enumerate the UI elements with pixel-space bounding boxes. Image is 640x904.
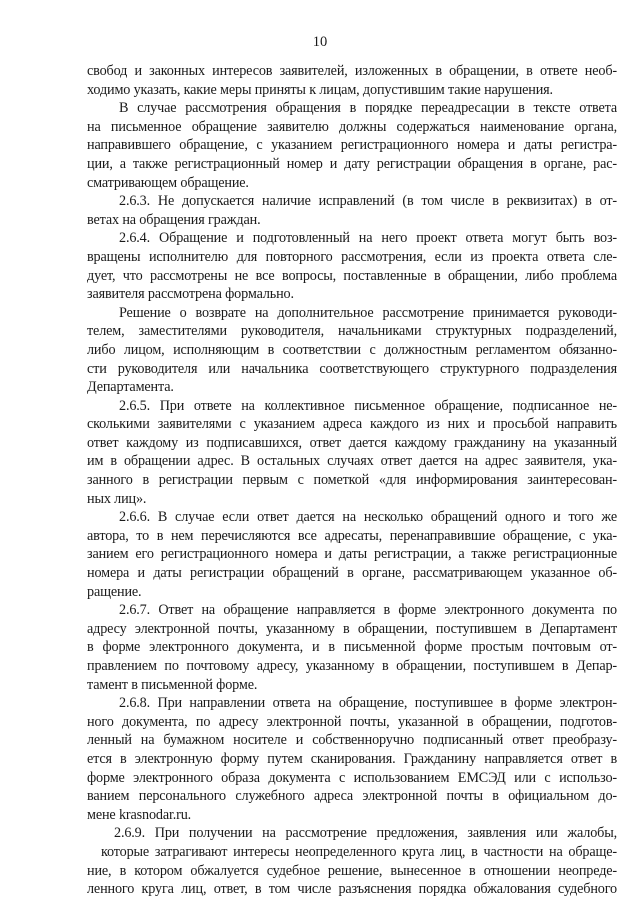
text-line: номера и даты регистрации обращений в органе, рассматривающем указанное об- [87,565,617,582]
text-line: сматривающем обращение. [87,174,249,191]
text-line: ходимо указать, какие меры приняты к лицам, допустившим такие нарушения. [87,81,553,98]
text-line: ции, а также регистрационный номер и дату регистрации обращения в органе, рас- [87,155,617,172]
text-line: ветах на обращения граждан. [87,211,261,228]
text-line: заявителя рассмотрена формально. [87,286,294,303]
text-line: 2.6.8. При направлении ответа на обращение, поступившее в форме электрон- [119,695,617,712]
text-line: вращены исполнителю для повторного рассмотрения, если из проекта ответа сле- [87,248,617,265]
text-line: ного документа, по адресу электронной почты, указанной в обращении, подготов- [87,713,617,730]
text-line: им в обращении адрес. В остальных случаях ответ дается на адрес заявителя, ука- [87,453,617,470]
text-line: либо лицом, исполняющим в соответствии с должностным регламентом обязанно- [87,341,617,358]
text-line: направившего обращение, с указанием регистрационного номера и даты регистра- [87,137,617,154]
text-line: правлением по почтовому адресу, указанному в обращении, поступившем в Депар- [87,658,617,674]
text-line: ние, в котором обжалуется судебное решение, вынесенное в отношении неопреде- [87,862,617,879]
text-line: свобод и законных интересов заявителей, изложенных в обращении, в ответе необ- [87,63,617,79]
text-line: ответ каждому из подписавшихся, ответ дается каждому гражданину на указанный [87,434,617,451]
text-line: В случае рассмотрения обращения в порядке переадресации в тексте ответа [119,100,617,117]
text-line: 2.6.6. В случае если ответ дается на несколько обращений одного и того же [119,509,617,526]
text-line: 2.6.3. Не допускается наличие исправлений (в том числе в реквизитах) в от- [119,193,617,210]
text-line: ванием персонального служебного адреса электронной почты в официальном до- [87,788,617,805]
text-line: ращение. [87,583,142,600]
text-line: мене krasnodar.ru. [87,806,192,823]
text-line: в форме электронного документа, и в письменной форме простым почтовым от- [87,639,617,656]
text-line: занного в регистрации первым с пометкой «для информирования заинтересован- [87,472,617,489]
text-line: тамент в письменной форме. [87,676,258,693]
text-line: Департамента. [87,379,174,396]
text-line: адресу электронной почты, указанному в обращении, поступившем в Департамент [87,620,617,637]
text-line: ных лиц». [87,490,147,507]
text-line: ленный на бумажном носителе и собственноручно подписанный ответ преобразу- [87,732,617,749]
text-line: 2.6.9. При получении на рассмотрение предложения, заявления или жалобы, [114,825,617,842]
text-line: занием его регистрационного номера и даты регистрации, а также регистрационные [87,546,617,563]
text-line: Решение о возврате на дополнительное рассмотрение принимается руководи- [119,304,617,321]
text-line: форме электронного образа документа с использованием ЕМСЭД или с использо- [87,769,617,786]
text-line: телем, заместителями руководителя, начальниками структурных подразделений, [87,323,617,340]
text-line: 2.6.5. При ответе на коллективное письменное обращение, подписанное не- [119,397,617,414]
text-line: 2.6.7. Ответ на обращение направляется в форме электронного документа по [119,602,617,619]
text-line: дует, что рассмотрены не все вопросы, поставленные в обращении, либо проблема [87,267,617,284]
text-line: сти руководителя или начальника соответствующего структурного подразделения [87,360,617,377]
page-number: 10 [312,34,328,50]
text-line: автора, то в нем перечисляются все адресаты, перенаправившие обращение, с ука- [87,527,617,544]
text-line: сколькими заявителями с указанием адреса каждого из них и просьбой направить [87,416,617,433]
document-body [87,62,617,899]
text-line: которые затрагивают интересы неопределенного круга лиц, в частности на обраще- [101,843,617,860]
text-line: ется в электронную форму путем сканирования. Гражданину направляется ответ в [87,750,617,767]
text-line: ленного круга лиц, ответ, в том числе разъяснения порядка обжалования судебного [87,881,617,898]
text-line: 2.6.4. Обращение и подготовленный на него проект ответа могут быть воз- [119,230,617,247]
text-line: на письменное обращение заявителю должны содержаться наименование органа, [87,118,617,135]
